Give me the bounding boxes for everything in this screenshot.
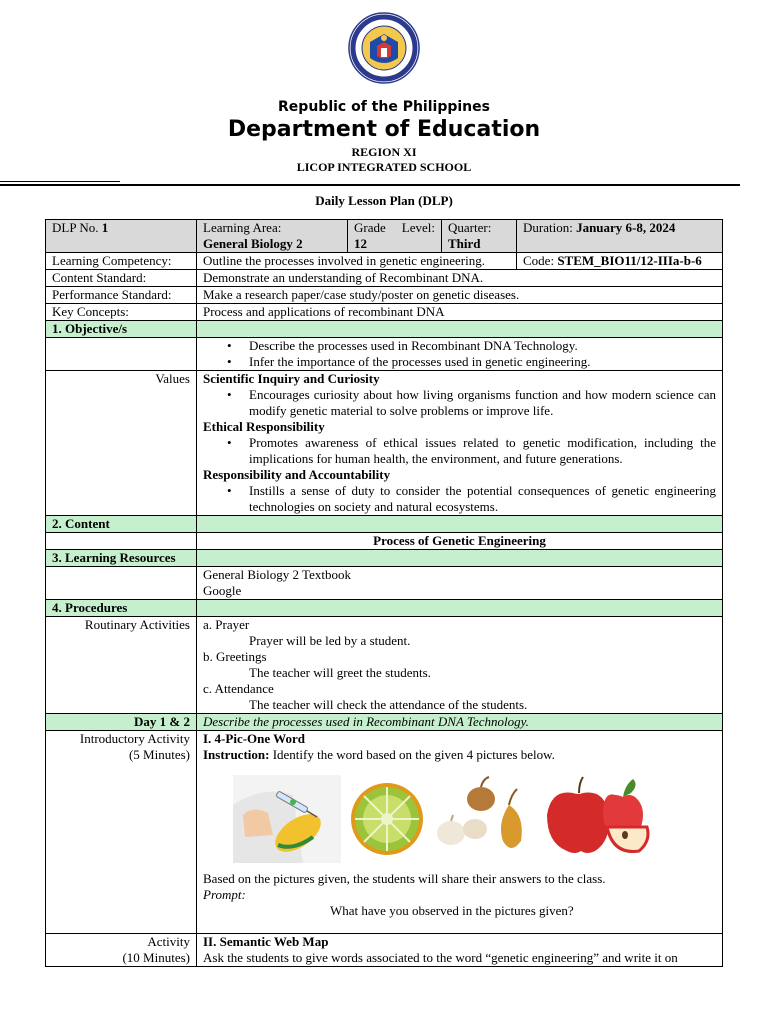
value-text: • Promotes awareness of ethical issues related to genetic modification, including the implications for human health, the environment, and future generations. (203, 435, 716, 467)
introductory-after-text: Based on the pictures given, the students will share their answers to the class. (203, 871, 606, 886)
activity-time: (10 Minutes) (122, 950, 190, 965)
activity-label: Activity (147, 934, 190, 949)
value-title: Ethical Responsibility (203, 419, 325, 434)
performance-standard-row (46, 287, 723, 304)
routinary-text: The teacher will check the attendance of the students. (249, 697, 528, 712)
routinary-text: The teacher will greet the students. (249, 665, 431, 680)
content-topic-row (46, 533, 723, 550)
activity-title: II. Semantic Web Map (203, 934, 329, 949)
procedures-heading: 4. Procedures (46, 600, 197, 617)
value-text: • Encourages curiosity about how living organisms function and how modern science can modify genetic material to solve problems or improve life. (203, 387, 716, 419)
resources-row (46, 567, 723, 600)
content-standard-value: Demonstrate an understanding of Recombinant DNA. (197, 270, 723, 287)
pictures-strip (203, 771, 716, 865)
routinary-row (46, 617, 723, 714)
competency-row (46, 253, 723, 270)
content-heading: 2. Content (46, 516, 197, 533)
values-label: Values (46, 371, 197, 516)
introductory-row (46, 731, 723, 934)
routinary-title: a. Prayer (203, 617, 250, 632)
activity-row (46, 934, 723, 967)
document-title: Daily Lesson Plan (DLP) (315, 193, 453, 208)
grade-level-cell: Grade Level: 12 (348, 220, 442, 253)
header-divider (0, 184, 740, 186)
performance-standard-label: Performance Standard: (46, 287, 197, 304)
introductory-label-cell (46, 731, 197, 934)
values-row (46, 371, 723, 516)
content-topic: Process of Genetic Engineering (197, 533, 723, 550)
region-heading: REGION XI (351, 145, 417, 159)
apple-picture (543, 771, 655, 861)
objectives-row (46, 338, 723, 371)
competency-label: Learning Competency: (46, 253, 197, 270)
header-divider-top (0, 181, 120, 182)
info-row-header (46, 220, 723, 253)
activity-content (197, 934, 723, 967)
content-standard-label: Content Standard: (46, 270, 197, 287)
routinary-text: Prayer will be led by a student. (249, 633, 411, 648)
lesson-plan-table (45, 219, 723, 967)
procedures-heading-row (46, 600, 723, 617)
deped-seal-icon (348, 12, 420, 84)
activity-label-cell (46, 934, 197, 967)
objective-item: • Infer the importance of the processes used in genetic engineering. (203, 354, 716, 370)
content-standard-row (46, 270, 723, 287)
competency-value: Outline the processes involved in genetic engineering. (197, 253, 517, 270)
department-heading: Department of Education (227, 117, 541, 142)
activity-text: Ask the students to give words associated to the word “genetic engineering” and write it on (203, 950, 678, 965)
resources-heading: 3. Learning Resources (46, 550, 197, 567)
resources-list (197, 567, 723, 600)
prompt-text: What have you observed in the pictures given? (330, 903, 574, 918)
objectives-list (197, 338, 723, 371)
routinary-title: c. Attendance (203, 681, 274, 696)
introductory-title: I. 4-Pic-One Word (203, 731, 305, 746)
citrus-fruit-picture (349, 775, 425, 863)
school-heading: LICOP INTEGRATED SCHOOL (296, 160, 472, 174)
value-text: • Instills a sense of duty to consider the potential consequences of genetic engineering technologies on society and natural ecosystems. (203, 483, 716, 515)
objectives-heading-row (46, 321, 723, 338)
introductory-label: Introductory Activity (79, 731, 190, 746)
key-concepts-label: Key Concepts: (46, 304, 197, 321)
code-cell: Code: STEM_BIO11/12-IIIa-b-6 (517, 253, 723, 270)
quarter-cell: Quarter: Third (442, 220, 517, 253)
routinary-title: b. Greetings (203, 649, 267, 664)
resources-heading-row (46, 550, 723, 567)
day-label: Day 1 & 2 (46, 714, 197, 731)
introductory-instruction: Instruction: Identify the word based on the given 4 pictures below. (203, 747, 555, 762)
performance-standard-value: Make a research paper/case study/poster on genetic diseases. (197, 287, 723, 304)
content-heading-row (46, 516, 723, 533)
routinary-label: Routinary Activities (46, 617, 197, 714)
republic-heading: Republic of the Philippines (278, 99, 490, 115)
value-title: Responsibility and Accountability (203, 467, 391, 482)
value-title: Scientific Inquiry and Curiosity (203, 371, 380, 386)
introductory-time: (5 Minutes) (128, 747, 190, 762)
routinary-list (197, 617, 723, 714)
prompt-label: Prompt: (203, 887, 246, 902)
resource-item: Google (203, 583, 242, 598)
day-objective: Describe the processes used in Recombinant DNA Technology. (197, 714, 723, 731)
day-row (46, 714, 723, 731)
key-concepts-value: Process and applications of recombinant DNA (197, 304, 723, 321)
objective-item: • Describe the processes used in Recombinant DNA Technology. (203, 338, 716, 354)
key-concepts-row (46, 304, 723, 321)
learning-area-cell: Learning Area: General Biology 2 (197, 220, 348, 253)
resource-item: General Biology 2 Textbook (203, 567, 351, 582)
dlp-number-cell: DLP No. 1 (46, 220, 197, 253)
duration-cell: Duration: January 6-8, 2024 (517, 220, 723, 253)
onion-garlic-picture (431, 775, 539, 863)
introductory-content (197, 731, 723, 934)
objectives-heading: 1. Objective/s (46, 321, 197, 338)
syringe-corn-picture (233, 775, 341, 863)
values-list (197, 371, 723, 516)
